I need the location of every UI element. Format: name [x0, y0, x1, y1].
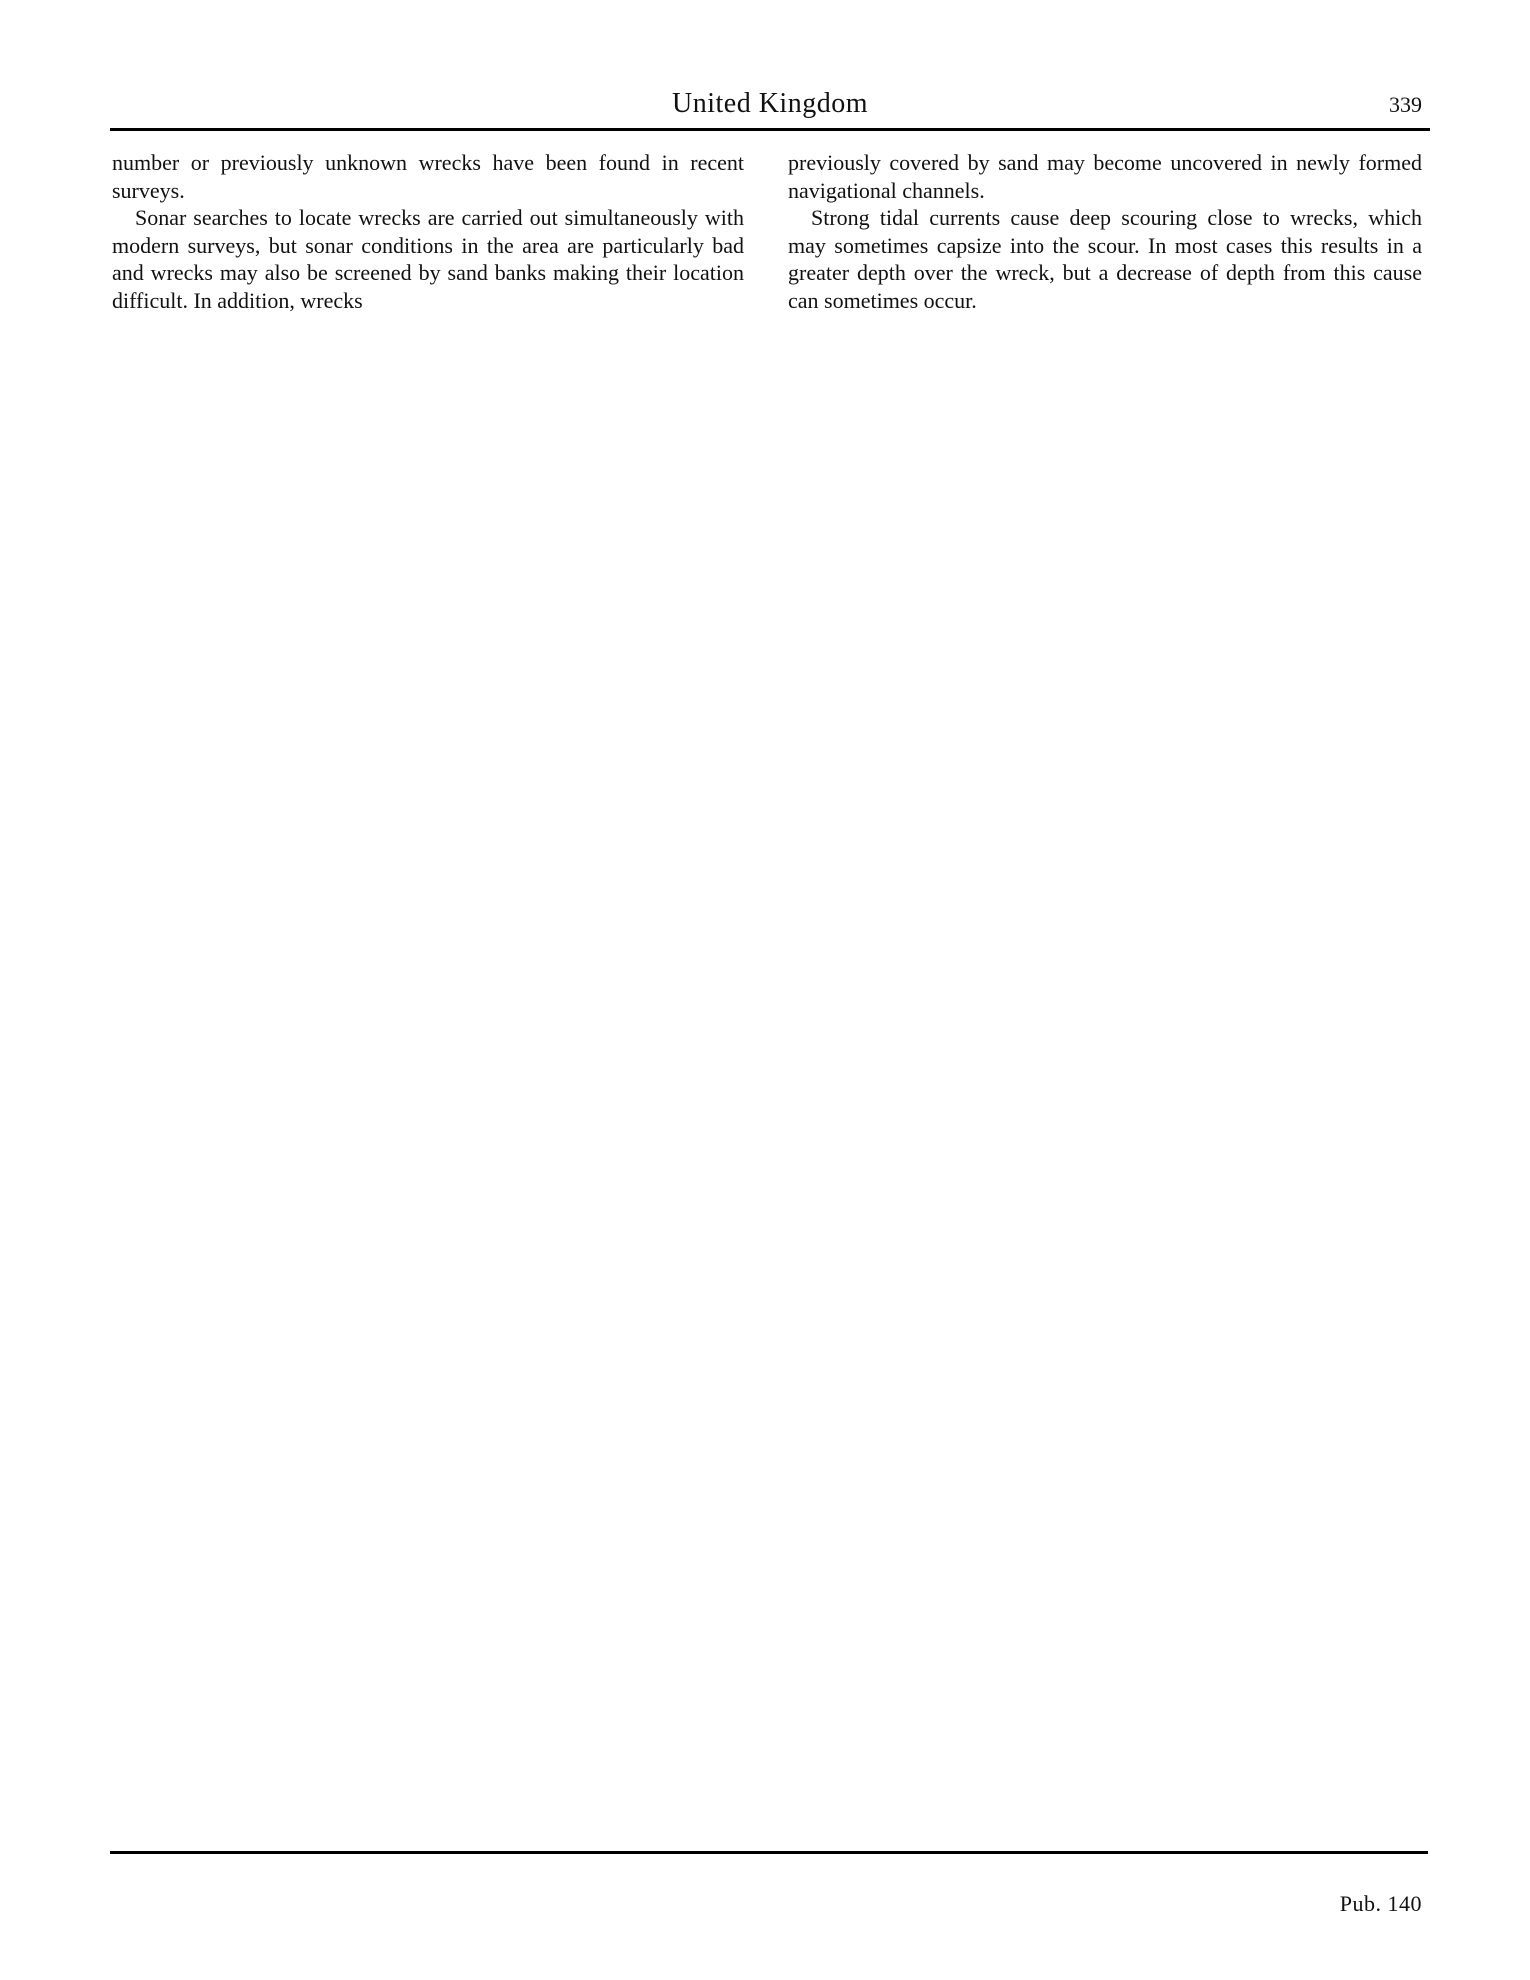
running-title: United Kingdom — [672, 88, 868, 119]
paragraph-sonar-searches: Sonar searches to locate wrecks are carried out simultaneously with modern surveys, but sonar conditions in the area are particularly bad and wrecks may also be screened by sand banks making their location difficult. In addition, wrecks — [112, 205, 744, 313]
left-column — [112, 149, 744, 315]
page-number: 339 — [1389, 92, 1422, 117]
right-column — [788, 149, 1422, 315]
paragraph-tidal-currents: Strong tidal currents cause deep scouring close to wrecks, which may sometimes capsize into the scour. In most cases this results in a greater depth over the wreck, but a decrease of depth from this cause can sometimes occur. — [788, 205, 1422, 313]
header-rule — [110, 128, 1430, 131]
page-header — [110, 86, 1430, 130]
paragraph-continuation: previously covered by sand may become uncovered in newly formed navigational channels. — [788, 150, 1422, 203]
publication-label: Pub. 140 — [1339, 1891, 1422, 1916]
paragraph-continuation: number or previously unknown wrecks have been found in recent surveys. — [112, 150, 744, 203]
footer-rule — [110, 1851, 1428, 1854]
